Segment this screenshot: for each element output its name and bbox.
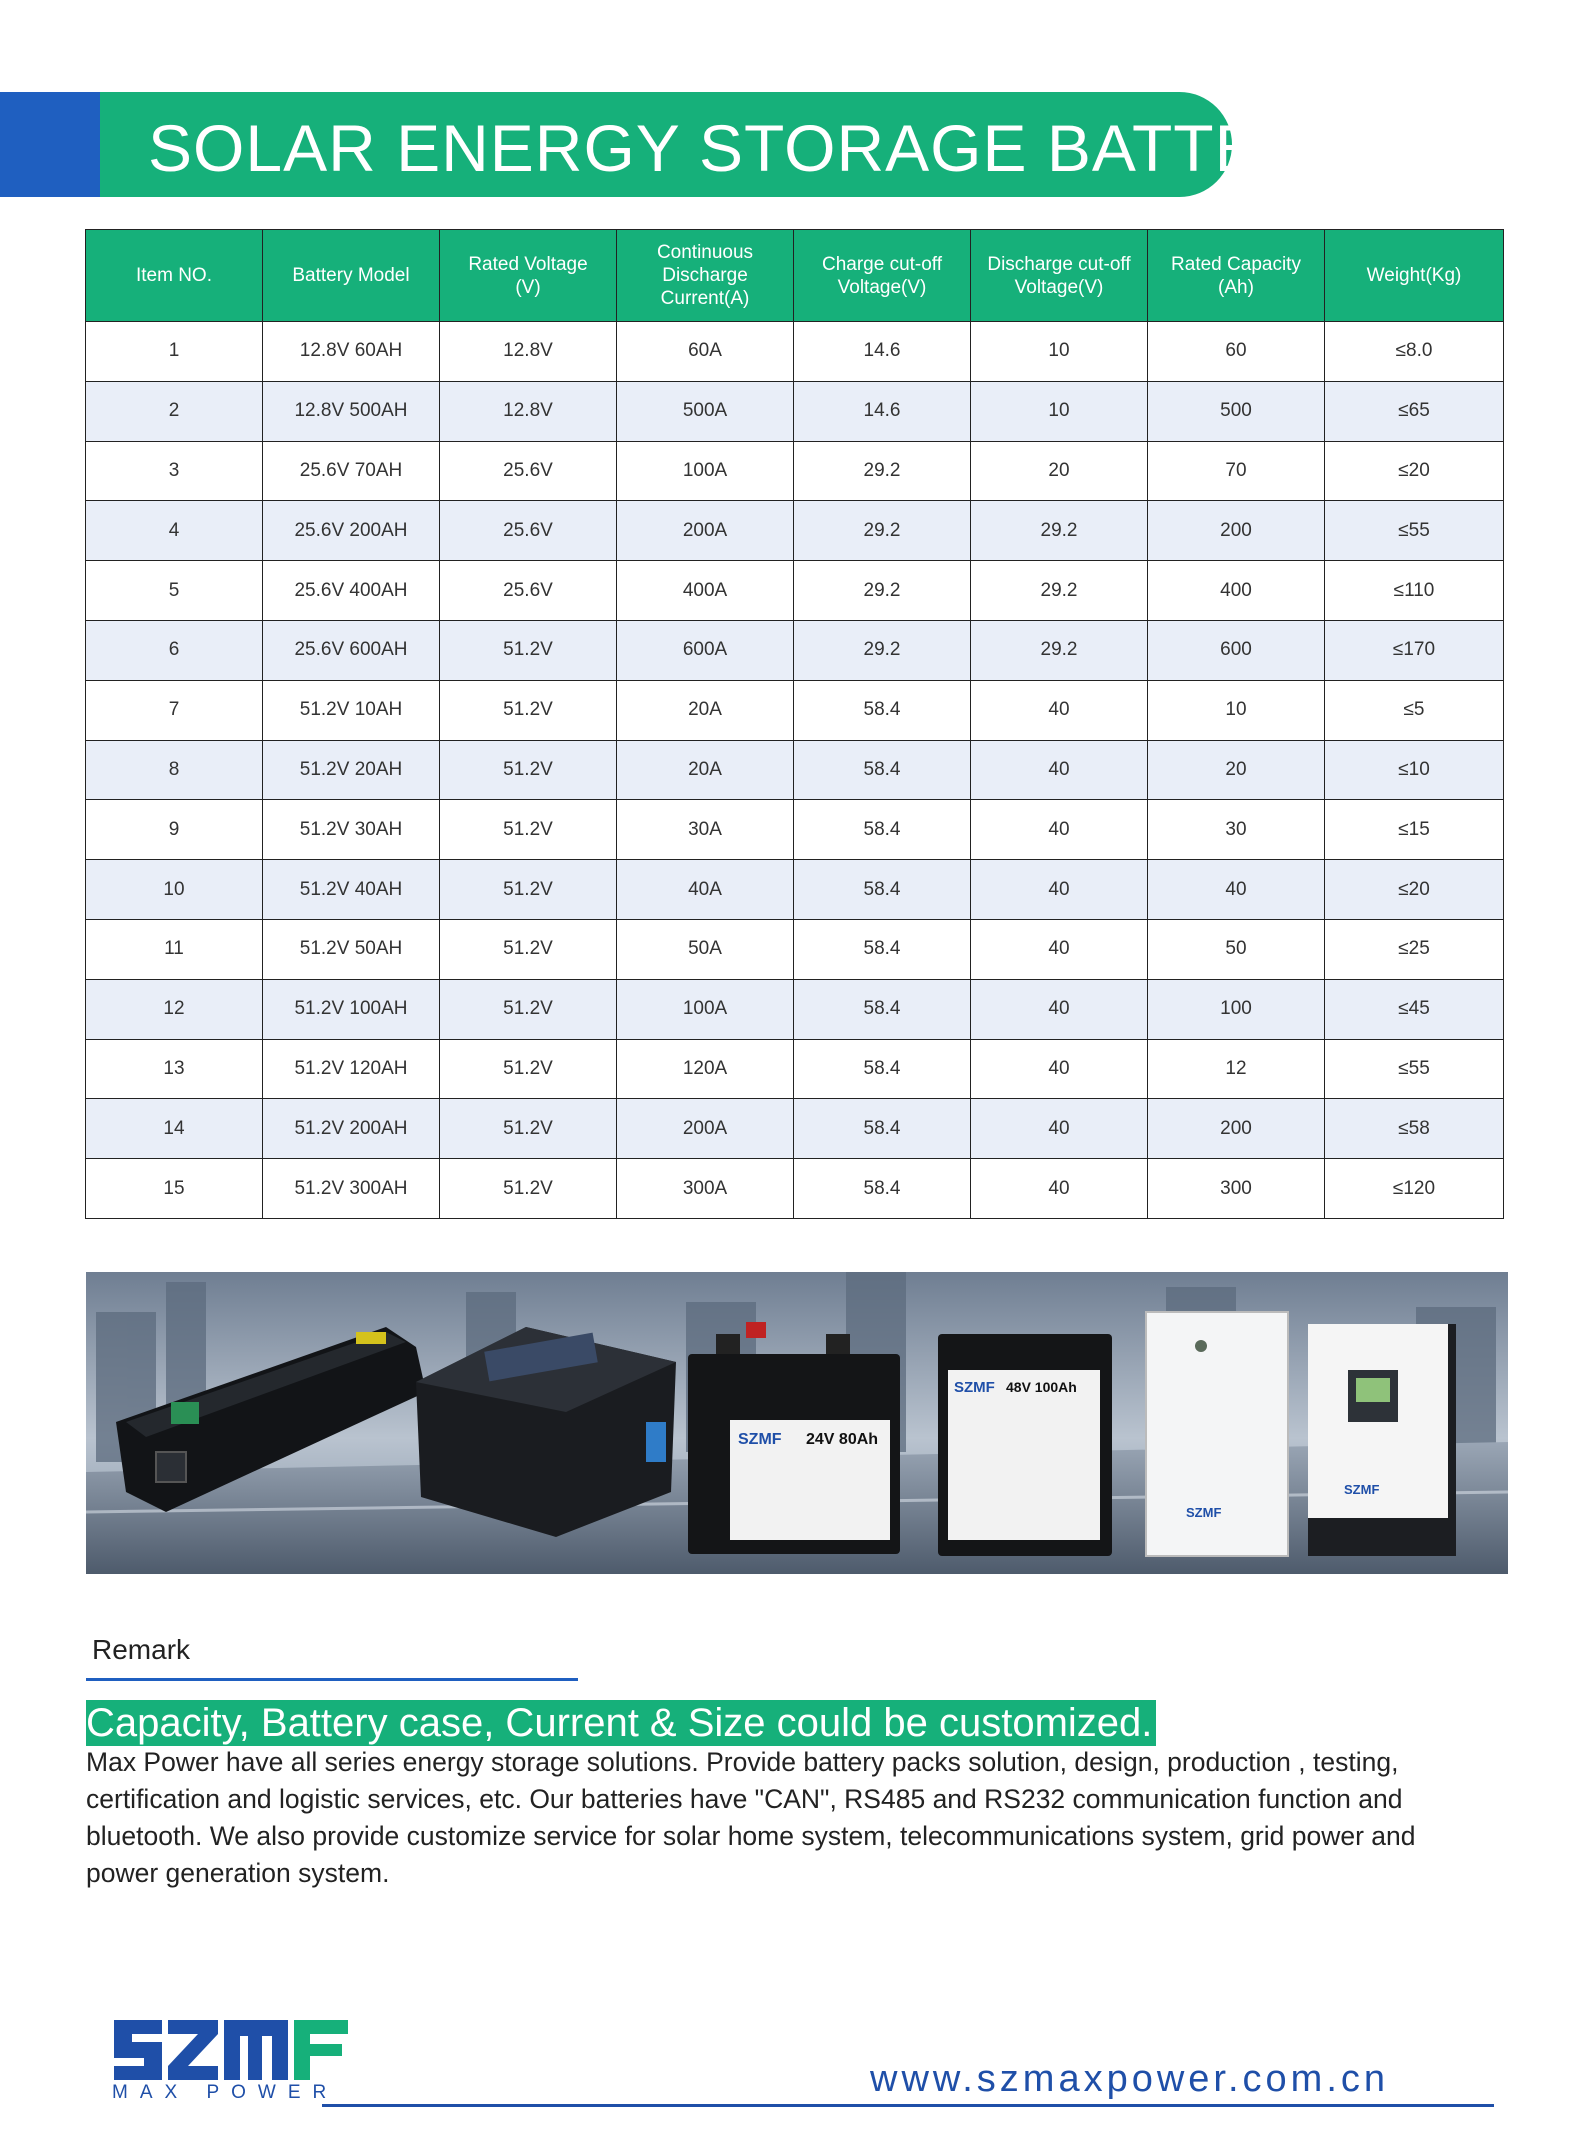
- table-cell: 51.2V 40AH: [263, 860, 440, 920]
- table-row: [86, 979, 1504, 1039]
- table-cell: 100: [1148, 979, 1325, 1039]
- table-cell: 51.2V 300AH: [263, 1159, 440, 1219]
- table-cell: 58.4: [794, 979, 971, 1039]
- table-cell: 30: [1148, 800, 1325, 860]
- table-cell: ≤65: [1325, 381, 1504, 441]
- table-row: [86, 860, 1504, 920]
- footer-rule: [322, 2104, 1494, 2107]
- table-cell: 400: [1148, 561, 1325, 621]
- table-cell: 9: [86, 800, 263, 860]
- table-cell: 40: [1148, 860, 1325, 920]
- table-cell: 40: [971, 1159, 1148, 1219]
- table-cell: 20: [1148, 740, 1325, 800]
- table-cell: 7: [86, 680, 263, 740]
- column-header: Battery Model: [263, 230, 440, 322]
- table-cell: 25.6V: [440, 441, 617, 501]
- table-cell: 29.2: [794, 501, 971, 561]
- table-cell: 58.4: [794, 1159, 971, 1219]
- table-cell: 25.6V 600AH: [263, 620, 440, 680]
- table-cell: 600A: [617, 620, 794, 680]
- table-row: [86, 800, 1504, 860]
- table-cell: 50: [1148, 919, 1325, 979]
- table-cell: 5: [86, 561, 263, 621]
- table-cell: 29.2: [971, 620, 1148, 680]
- table-cell: 30A: [617, 800, 794, 860]
- table-cell: 6: [86, 620, 263, 680]
- table-cell: 51.2V: [440, 1039, 617, 1099]
- table-cell: 40: [971, 979, 1148, 1039]
- table-cell: 25.6V: [440, 501, 617, 561]
- battery-image-3: [688, 1322, 900, 1554]
- svg-text:SZMF: SZMF: [1344, 1482, 1380, 1497]
- column-header: Weight(Kg): [1325, 230, 1504, 322]
- table-cell: 4: [86, 501, 263, 561]
- table-cell: ≤20: [1325, 860, 1504, 920]
- table-cell: 29.2: [794, 561, 971, 621]
- table-cell: 40: [971, 860, 1148, 920]
- table-cell: 25.6V: [440, 561, 617, 621]
- table-cell: 51.2V: [440, 979, 617, 1039]
- column-header: Continuous Discharge Current(A): [617, 230, 794, 322]
- table-cell: 3: [86, 441, 263, 501]
- table-cell: 51.2V 20AH: [263, 740, 440, 800]
- table-cell: 15: [86, 1159, 263, 1219]
- table-cell: 25.6V 200AH: [263, 501, 440, 561]
- table-cell: 51.2V 120AH: [263, 1039, 440, 1099]
- table-cell: 12.8V 500AH: [263, 381, 440, 441]
- table-cell: 58.4: [794, 740, 971, 800]
- table-cell: 50A: [617, 919, 794, 979]
- table-cell: 10: [971, 381, 1148, 441]
- inverter-image: [1308, 1324, 1456, 1556]
- table-cell: 300A: [617, 1159, 794, 1219]
- table-cell: ≤55: [1325, 1039, 1504, 1099]
- table-cell: 51.2V: [440, 919, 617, 979]
- table-row: [86, 561, 1504, 621]
- table-cell: 40: [971, 800, 1148, 860]
- table-cell: 120A: [617, 1039, 794, 1099]
- table-cell: 29.2: [971, 501, 1148, 561]
- table-row: [86, 1099, 1504, 1159]
- table-cell: 600: [1148, 620, 1325, 680]
- table-cell: ≤10: [1325, 740, 1504, 800]
- table-cell: 40: [971, 740, 1148, 800]
- remark-underline: [86, 1678, 578, 1681]
- table-cell: 11: [86, 919, 263, 979]
- table-cell: 14.6: [794, 322, 971, 382]
- table-cell: ≤15: [1325, 800, 1504, 860]
- svg-text:48V 100Ah: 48V 100Ah: [1006, 1379, 1077, 1395]
- table-cell: ≤110: [1325, 561, 1504, 621]
- logo-subtitle: MAX POWER: [112, 2082, 339, 2103]
- table-cell: 58.4: [794, 919, 971, 979]
- table-cell: 51.2V: [440, 800, 617, 860]
- table-cell: ≤55: [1325, 501, 1504, 561]
- svg-text:SZMF: SZMF: [738, 1431, 782, 1448]
- column-header: Rated Voltage (V): [440, 230, 617, 322]
- table-cell: 51.2V: [440, 620, 617, 680]
- table-cell: 300: [1148, 1159, 1325, 1219]
- table-cell: 51.2V: [440, 1099, 617, 1159]
- svg-text:24V 80Ah: 24V 80Ah: [806, 1431, 879, 1448]
- table-cell: 200A: [617, 501, 794, 561]
- table-cell: 10: [86, 860, 263, 920]
- table-cell: ≤170: [1325, 620, 1504, 680]
- table-cell: ≤45: [1325, 979, 1504, 1039]
- customization-highlight: Capacity, Battery case, Current & Size could be customized.: [86, 1700, 1156, 1746]
- table-cell: 200A: [617, 1099, 794, 1159]
- product-photo-strip: [86, 1272, 1508, 1574]
- column-header: Charge cut-off Voltage(V): [794, 230, 971, 322]
- remark-body: Max Power have all series energy storage solutions. Provide battery packs solution, design, production , testing, certification and logistic services, etc. Our batteries have "CAN", RS485 and RS232 communication function and bluetooth. We also provide customize service for solar home system, telecommunications system, grid power and power generation system.: [86, 1747, 1416, 1888]
- remark-label: Remark: [92, 1634, 191, 1665]
- table-row: [86, 381, 1504, 441]
- table-row: [86, 740, 1504, 800]
- table-cell: 51.2V 200AH: [263, 1099, 440, 1159]
- svg-text:SZMF: SZMF: [1186, 1505, 1222, 1520]
- table-cell: 40: [971, 680, 1148, 740]
- column-header: Item NO.: [86, 230, 263, 322]
- table-row: [86, 919, 1504, 979]
- website-url[interactable]: www.szmaxpower.com.cn: [870, 2058, 1390, 2100]
- table-cell: 400A: [617, 561, 794, 621]
- table-cell: 51.2V: [440, 680, 617, 740]
- table-cell: 58.4: [794, 800, 971, 860]
- column-header: Rated Capacity (Ah): [1148, 230, 1325, 322]
- table-cell: ≤5: [1325, 680, 1504, 740]
- table-cell: ≤8.0: [1325, 322, 1504, 382]
- table-row: [86, 680, 1504, 740]
- table-cell: 500: [1148, 381, 1325, 441]
- header-blue-block: [0, 92, 100, 197]
- table-cell: 10: [1148, 680, 1325, 740]
- table-cell: 25.6V 70AH: [263, 441, 440, 501]
- table-cell: 12: [86, 979, 263, 1039]
- table-cell: ≤58: [1325, 1099, 1504, 1159]
- table-cell: ≤20: [1325, 441, 1504, 501]
- table-cell: 51.2V 10AH: [263, 680, 440, 740]
- table-cell: 58.4: [794, 1099, 971, 1159]
- table-cell: 100A: [617, 441, 794, 501]
- table-cell: 60: [1148, 322, 1325, 382]
- table-cell: 12: [1148, 1039, 1325, 1099]
- table-cell: ≤25: [1325, 919, 1504, 979]
- table-cell: 12.8V: [440, 322, 617, 382]
- table-cell: 51.2V: [440, 860, 617, 920]
- wall-cabinet-image: [1146, 1312, 1288, 1556]
- table-cell: 8: [86, 740, 263, 800]
- table-row: [86, 322, 1504, 382]
- battery-image-4: [938, 1334, 1112, 1556]
- table-cell: ≤120: [1325, 1159, 1504, 1219]
- spec-table: [85, 229, 1504, 1219]
- page-title: SOLAR ENERGY STORAGE BATTERY: [148, 111, 1353, 185]
- table-cell: 2: [86, 381, 263, 441]
- table-cell: 14: [86, 1099, 263, 1159]
- table-cell: 29.2: [794, 620, 971, 680]
- table-cell: 1: [86, 322, 263, 382]
- column-header: Discharge cut-off Voltage(V): [971, 230, 1148, 322]
- table-cell: 12.8V: [440, 381, 617, 441]
- table-cell: 25.6V 400AH: [263, 561, 440, 621]
- table-header-row: [86, 230, 1504, 322]
- table-cell: 40: [971, 1099, 1148, 1159]
- table-cell: 100A: [617, 979, 794, 1039]
- svg-text:SZMF: SZMF: [954, 1379, 995, 1396]
- table-cell: 20A: [617, 680, 794, 740]
- table-cell: 20: [971, 441, 1148, 501]
- table-cell: 58.4: [794, 680, 971, 740]
- table-cell: 51.2V 50AH: [263, 919, 440, 979]
- table-cell: 60A: [617, 322, 794, 382]
- table-row: [86, 501, 1504, 561]
- table-cell: 13: [86, 1039, 263, 1099]
- table-cell: 20A: [617, 740, 794, 800]
- table-cell: 29.2: [971, 561, 1148, 621]
- table-row: [86, 1039, 1504, 1099]
- table-cell: 40A: [617, 860, 794, 920]
- table-cell: 51.2V: [440, 1159, 617, 1219]
- table-cell: 29.2: [794, 441, 971, 501]
- table-cell: 51.2V 30AH: [263, 800, 440, 860]
- table-cell: 14.6: [794, 381, 971, 441]
- table-row: [86, 1159, 1504, 1219]
- table-cell: 40: [971, 919, 1148, 979]
- table-cell: 200: [1148, 501, 1325, 561]
- table-cell: 10: [971, 322, 1148, 382]
- table-cell: 51.2V: [440, 740, 617, 800]
- table-cell: 500A: [617, 381, 794, 441]
- table-cell: 200: [1148, 1099, 1325, 1159]
- table-cell: 58.4: [794, 1039, 971, 1099]
- table-row: [86, 441, 1504, 501]
- table-cell: 70: [1148, 441, 1325, 501]
- table-row: [86, 620, 1504, 680]
- table-cell: 58.4: [794, 860, 971, 920]
- table-cell: 12.8V 60AH: [263, 322, 440, 382]
- table-cell: 40: [971, 1039, 1148, 1099]
- table-cell: 51.2V 100AH: [263, 979, 440, 1039]
